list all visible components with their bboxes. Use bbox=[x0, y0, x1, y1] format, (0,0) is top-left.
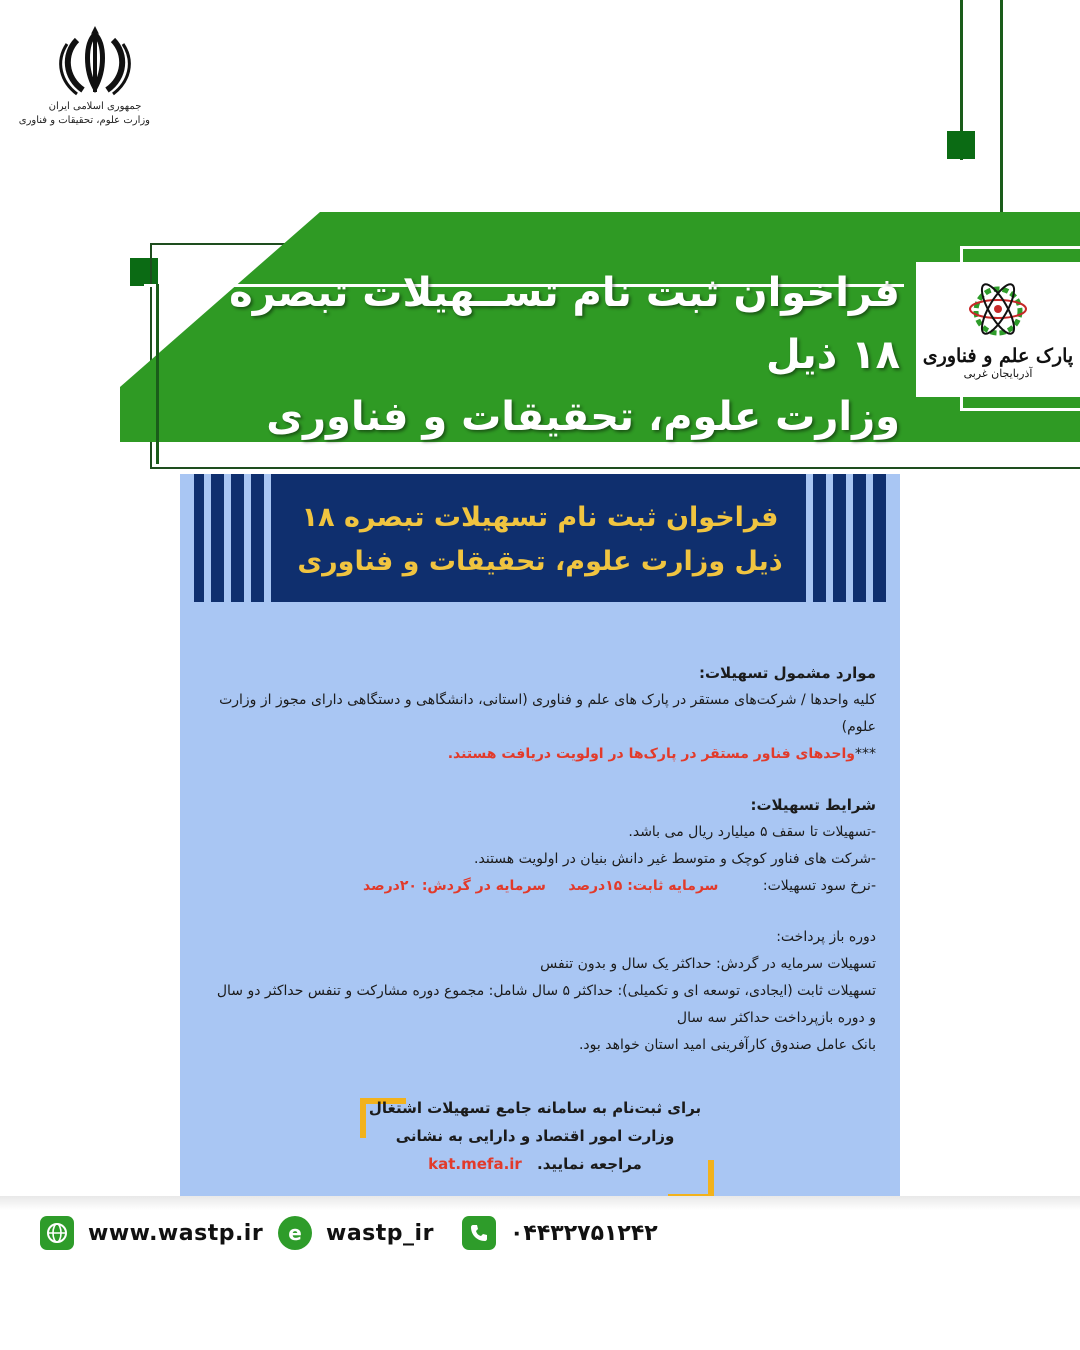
banner-left-line bbox=[156, 284, 159, 464]
banner-title-line1: فراخوان ثبت نام تســهیلات تبصره ۱۸ ذیل bbox=[229, 270, 900, 378]
decor-vertical-line bbox=[1000, 0, 1003, 212]
poster-title-line2: ذیل وزارت علوم، تحقیقات و فناوری bbox=[297, 546, 783, 577]
announcement-poster bbox=[180, 474, 900, 1198]
globe-icon bbox=[40, 1216, 74, 1250]
header-stripe bbox=[866, 474, 873, 602]
condition-rate bbox=[196, 873, 876, 900]
social-icon: e bbox=[278, 1216, 312, 1250]
park-logo-name: پارک علم و فناوری bbox=[922, 345, 1074, 367]
repay-heading: دوره باز پرداخت: bbox=[776, 929, 876, 945]
conditions-heading: شرایط تسهیلات: bbox=[750, 796, 876, 814]
phone-contact[interactable] bbox=[462, 1215, 658, 1251]
header-stripe bbox=[224, 474, 231, 602]
poster-title bbox=[288, 496, 792, 584]
poster-header bbox=[194, 474, 886, 602]
emblem-icon bbox=[55, 22, 135, 96]
header-stripe bbox=[244, 474, 251, 602]
repay-item: تسهیلات ثابت (ایجادی، توسعه ای و تکمیلی): حداکثر ۵ سال شامل: مجموع دوره مشارکت و تنفس حداکثر دو سال bbox=[216, 983, 876, 999]
reg-line2: وزارت امور اقتصاد و دارایی به نشانی bbox=[395, 1127, 675, 1145]
reg-line1: برای ثبت‌نام به سامانه جامع تسهیلات اشتغال bbox=[368, 1099, 702, 1117]
atom-gear-icon bbox=[966, 279, 1030, 341]
park-logo bbox=[916, 262, 1080, 397]
bank-note: بانک عامل صندوق کارآفرینی امید استان خواهد بود. bbox=[578, 1037, 876, 1053]
covered-heading: موارد مشمول تسهیلات: bbox=[698, 664, 876, 682]
repay-item: و دوره بازپرداخت حداکثر سه سال bbox=[676, 1010, 876, 1026]
poster-body bbox=[196, 660, 876, 1059]
iran-emblem bbox=[18, 22, 150, 142]
emblem-caption-2: وزارت علوم، تحقیقات و فناوری bbox=[18, 115, 150, 126]
website-link[interactable]: www.wastp.ir bbox=[88, 1220, 264, 1246]
footer-divider bbox=[0, 1196, 1080, 1210]
reg-line3 bbox=[360, 1150, 710, 1178]
decor-square bbox=[947, 131, 975, 159]
emblem-caption-1: جمهوری اسلامی ایران bbox=[48, 101, 142, 112]
poster-title-line1: فراخوان ثبت نام تسهیلات تبصره ۱۸ bbox=[301, 502, 779, 533]
registration-info bbox=[360, 1094, 710, 1178]
banner-title-line2: وزارت علوم، تحقیقات و فناوری bbox=[266, 394, 900, 440]
condition-item: -تسهیلات تا سقف ۵ میلیارد ریال می باشد. bbox=[628, 824, 876, 840]
condition-item: -شرکت های فناور کوچک و متوسط غیر دانش بنیان در اولویت هستند. bbox=[474, 851, 876, 867]
header-stripe bbox=[204, 474, 211, 602]
social-handle[interactable]: wastp_ir bbox=[326, 1220, 434, 1246]
phone-number[interactable]: ۰۴۴۳۲۷۵۱۲۴۲ bbox=[510, 1220, 658, 1246]
website-contact[interactable] bbox=[40, 1215, 263, 1251]
header-stripe bbox=[846, 474, 853, 602]
banner-white-hline bbox=[960, 408, 1080, 411]
rate-label: -نرخ سود تسهیلات: bbox=[762, 878, 876, 894]
banner-title bbox=[200, 262, 900, 448]
repay-item: تسهیلات سرمایه در گردش: حداکثر یک سال و بدون تنفس bbox=[540, 956, 876, 972]
reg-url-link[interactable]: kat.mefa.ir bbox=[428, 1155, 522, 1173]
park-logo-sub: آذربایجان غربی bbox=[963, 367, 1033, 380]
phone-icon bbox=[462, 1216, 496, 1250]
priority-text: واحدهای فناور مستقر در پارک‌ها در اولویت دریافت هستند. bbox=[447, 746, 855, 762]
priority-note bbox=[196, 741, 876, 768]
social-contact[interactable] bbox=[278, 1215, 434, 1251]
banner-white-hline bbox=[960, 246, 1080, 249]
header-stripe bbox=[806, 474, 813, 602]
rate-fixed: سرمایه ثابت: ۱۵درصد bbox=[568, 878, 719, 894]
priority-prefix: *** bbox=[855, 746, 876, 762]
header-stripe bbox=[264, 474, 271, 602]
covered-text: کلیه واحدها / شرکت‌های مستقر در پارک های علم و فناوری (استانی، دانشگاهی و دستگاهی دارای مجوز از وزارت علوم) bbox=[219, 692, 876, 735]
rate-working: سرمایه در گردش: ۲۰درصد bbox=[363, 878, 546, 894]
reg-suffix: مراجعه نمایید. bbox=[537, 1155, 642, 1173]
header-stripe bbox=[826, 474, 833, 602]
